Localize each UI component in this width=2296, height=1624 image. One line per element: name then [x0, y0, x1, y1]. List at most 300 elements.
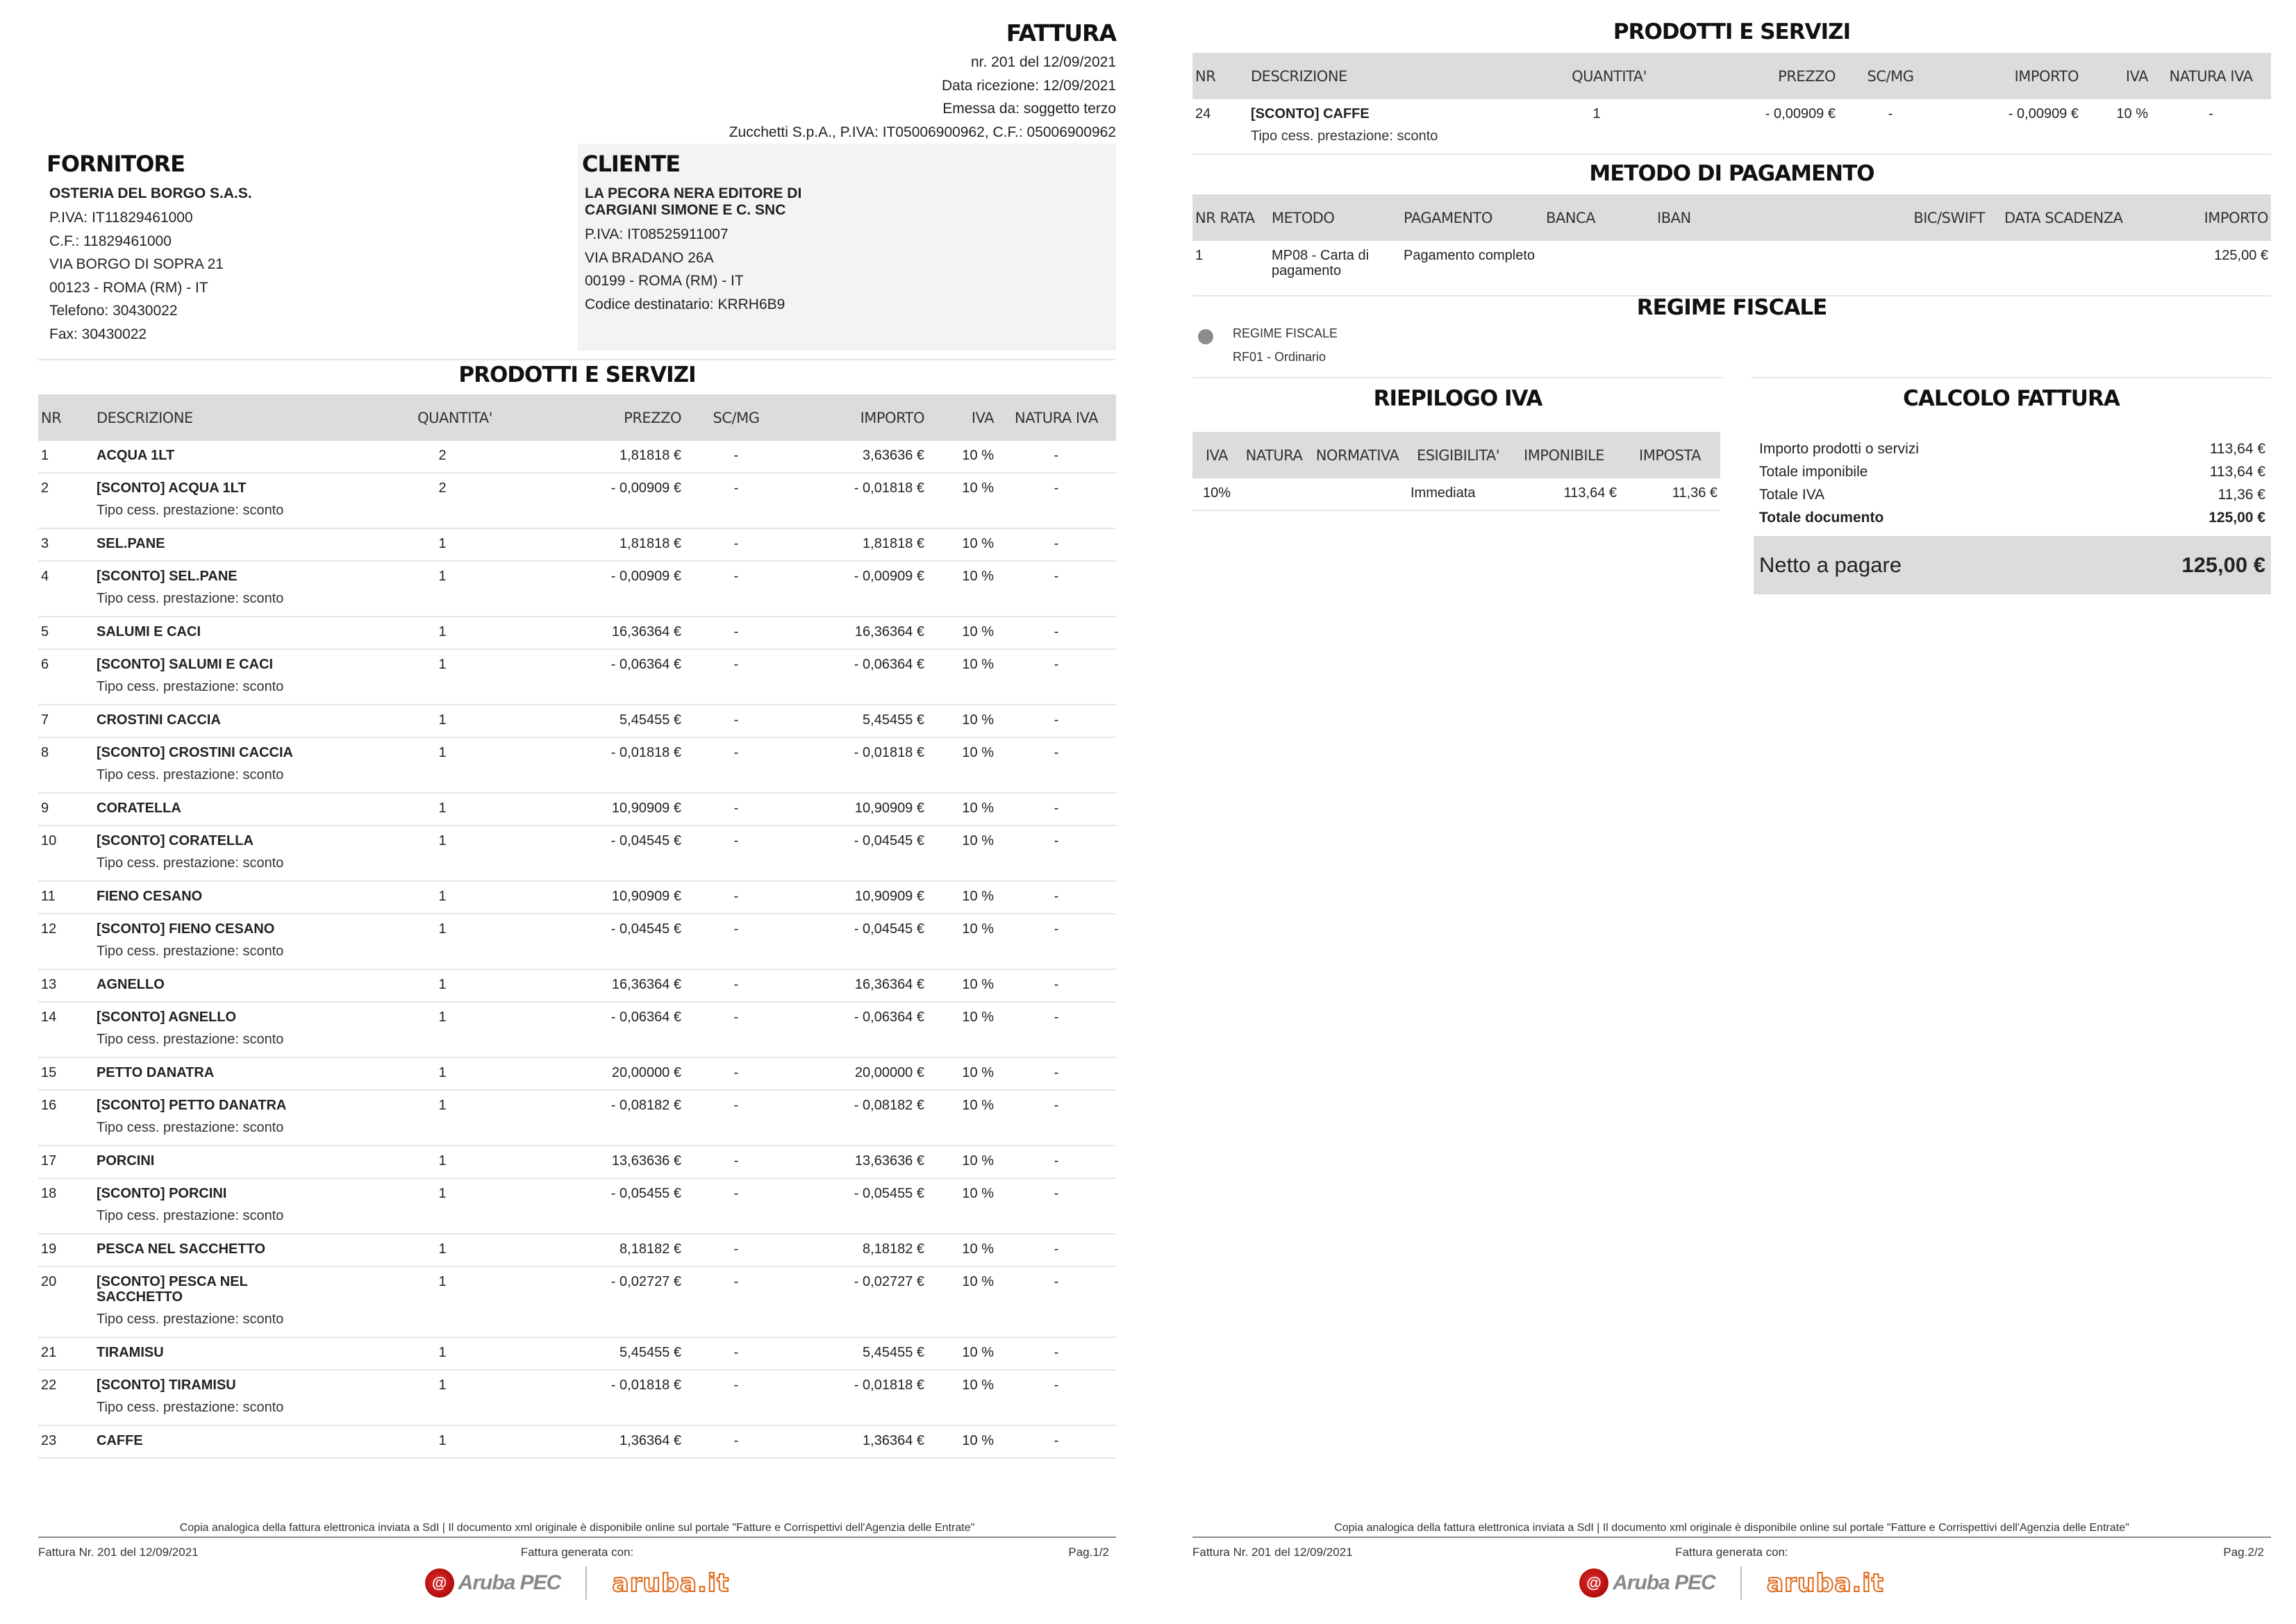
col-taxable: IMPONIBILE [1508, 432, 1620, 478]
table-row [38, 473, 1116, 528]
table-row [38, 617, 1116, 649]
row-quantity: 1 [351, 969, 559, 1002]
row-description [94, 1178, 351, 1234]
row-price: 20,00000 € [559, 1057, 684, 1090]
table-row [38, 737, 1116, 793]
footer-invoice-ref: Fattura Nr. 201 del 12/09/2021 [38, 1546, 199, 1559]
net-payable [1754, 536, 2271, 594]
row-number: 23 [38, 1425, 94, 1458]
logo-separator [585, 1566, 587, 1600]
table-row [38, 914, 1116, 969]
row-description [94, 528, 351, 561]
row-vat-nature: - [997, 1337, 1116, 1370]
calc-row-total [1754, 506, 2271, 529]
row-description-text: [SCONTO] CROSTINI CACCIA [97, 745, 293, 760]
row-description [94, 617, 351, 649]
row-description [94, 1337, 351, 1370]
invoice-number: nr. 201 del 12/09/2021 [970, 54, 1116, 70]
col-price: PREZZO [559, 394, 684, 441]
row-vat-nature: - [997, 1178, 1116, 1234]
products-title-continued: PRODOTTI E SERVIZI [1613, 19, 1851, 44]
row-description-text: ACQUA 1LT [97, 448, 175, 463]
row-supply-type: Tipo cess. prestazione: sconto [97, 679, 284, 694]
row-price: - 0,01818 € [559, 737, 684, 793]
issued-by: Emessa da: soggetto terzo [942, 101, 1116, 117]
row-description [94, 881, 351, 914]
row-vat: 10 % [927, 1057, 997, 1090]
aruba-pec-text: Aruba PEC [458, 1571, 561, 1594]
row-discount: - [684, 1266, 788, 1337]
calc-label: Totale IVA [1759, 487, 1825, 503]
row-vat-nature: - [997, 969, 1116, 1002]
table-row [38, 1090, 1116, 1146]
row-number: 7 [38, 705, 94, 737]
row-number: 21 [38, 1337, 94, 1370]
row-description [94, 561, 351, 617]
supplier-address: VIA BORGO DI SOPRA 21 [49, 256, 224, 272]
col-description: DESCRIZIONE [94, 394, 351, 441]
row-amount: - 0,00909 € [788, 561, 927, 617]
footer-rule [38, 1537, 1116, 1538]
row-quantity: 1 [351, 649, 559, 705]
table-row [38, 826, 1116, 881]
row-discount: - [684, 969, 788, 1002]
row-number: 13 [38, 969, 94, 1002]
row-quantity: 1 [351, 881, 559, 914]
col-chargeability: ESIGIBILITA' [1408, 432, 1508, 478]
supplier-tax-code: C.F.: 11829461000 [49, 233, 172, 249]
bic [1890, 241, 1988, 296]
row-quantity: 1 [351, 1146, 559, 1178]
row-discount: - [684, 1090, 788, 1146]
aruba-it-logo: aruba.it [1766, 1568, 1884, 1598]
table-row [38, 1370, 1116, 1425]
row-number: 22 [38, 1370, 94, 1425]
row-amount: - 0,01818 € [788, 1370, 927, 1425]
row-description-text: [SCONTO] AGNELLO [97, 1010, 237, 1025]
table-row [38, 1234, 1116, 1266]
row-discount: - [684, 914, 788, 969]
row-discount: - [684, 649, 788, 705]
row-vat: 10 % [927, 969, 997, 1002]
row-vat-nature: - [997, 737, 1116, 793]
row-number: 14 [38, 1002, 94, 1057]
row-number: 4 [38, 561, 94, 617]
iban [1654, 241, 1890, 296]
row-price: - 0,04545 € [559, 826, 684, 881]
row-quantity: 1 [351, 617, 559, 649]
row-quantity: 1 [351, 1337, 559, 1370]
row-quantity: 1 [351, 1234, 559, 1266]
row-vat: 10 % [927, 1002, 997, 1057]
col-amount: IMPORTO [788, 394, 927, 441]
due-date [1988, 241, 2168, 296]
row-amount: - 0,05455 € [788, 1178, 927, 1234]
row-description [94, 473, 351, 528]
vat-regulation [1307, 478, 1408, 510]
row-description [94, 969, 351, 1002]
col-vat: IVA [1192, 432, 1241, 478]
row-price: 10,90909 € [559, 881, 684, 914]
col-method: METODO [1269, 194, 1401, 241]
row-vat: 10 % [927, 649, 997, 705]
vat-rate: 10% [1192, 478, 1241, 510]
aruba-pec-rose-icon: @ [425, 1568, 454, 1598]
col-payment: PAGAMENTO [1401, 194, 1543, 241]
row-discount: - [684, 826, 788, 881]
customer-name: LA PECORA NERA EDITORE DI CARGIANI SIMONE E C. SNC [585, 185, 802, 218]
col-amount: IMPORTO [1943, 53, 2081, 99]
table-header-row [1192, 194, 2271, 241]
footer-logos [38, 1562, 1116, 1604]
calc-row-vat [1754, 483, 2271, 506]
row-number: 17 [38, 1146, 94, 1178]
footer-note: Copia analogica della fattura elettronica inviata a SdI | Il documento xml originale è disponibile online sul portale "Fatture e Corrispettivi dell'Agenzia delle Entrate" [179, 1522, 975, 1534]
calc-label: Importo prodotti o servizi [1759, 441, 1919, 457]
row-discount: - [684, 1002, 788, 1057]
aruba-it-logo: aruba.it [612, 1568, 730, 1598]
vat-summary-table [1192, 432, 1720, 511]
products-table-continued [1192, 53, 2271, 155]
document-header [729, 19, 1116, 144]
row-vat-nature: - [2151, 99, 2271, 154]
row-discount: - [684, 1057, 788, 1090]
row-amount: 8,18182 € [788, 1234, 927, 1266]
row-quantity: 1 [351, 528, 559, 561]
row-description-text: CROSTINI CACCIA [97, 712, 221, 728]
row-price: - 0,01818 € [559, 1370, 684, 1425]
net-payable-label: Netto a pagare [1759, 553, 1902, 577]
calc-value: 125,00 € [2208, 510, 2265, 526]
row-amount: 1,81818 € [788, 528, 927, 561]
row-vat-nature: - [997, 914, 1116, 969]
row-number: 16 [38, 1090, 94, 1146]
calc-row-taxable [1754, 460, 2271, 483]
row-vat-nature: - [997, 1057, 1116, 1090]
row-description-text: [SCONTO] PETTO DANATRA [97, 1098, 287, 1113]
col-vat-nature: NATURA IVA [2151, 53, 2271, 99]
row-vat-nature: - [997, 649, 1116, 705]
row-vat: 10 % [927, 561, 997, 617]
row-price: - 0,05455 € [559, 1178, 684, 1234]
row-price: - 0,04545 € [559, 914, 684, 969]
bullet-icon [1198, 329, 1213, 344]
row-discount: - [684, 1370, 788, 1425]
row-discount: - [684, 617, 788, 649]
row-price: - 0,00909 € [559, 473, 684, 528]
row-vat-nature: - [997, 1234, 1116, 1266]
row-number: 19 [38, 1234, 94, 1266]
col-payment-amount: IMPORTO [2168, 194, 2271, 241]
footer-generated-with: Fattura generata con: [1675, 1546, 1788, 1559]
row-supply-type: Tipo cess. prestazione: sconto [97, 1208, 284, 1223]
row-description [94, 705, 351, 737]
supplier-phone: Telefono: 30430022 [49, 303, 178, 319]
row-discount: - [684, 881, 788, 914]
row-price: - 0,06364 € [559, 649, 684, 705]
row-number: 15 [38, 1057, 94, 1090]
divider [1752, 377, 2271, 378]
col-vat-nature: NATURA IVA [997, 394, 1116, 441]
row-amount: 1,36364 € [788, 1425, 927, 1458]
row-supply-type: Tipo cess. prestazione: sconto [97, 944, 284, 959]
row-amount: - 0,02727 € [788, 1266, 927, 1337]
col-iban: IBAN [1654, 194, 1890, 241]
table-header-row [1192, 53, 2271, 99]
row-description [94, 1234, 351, 1266]
row-quantity: 2 [351, 441, 559, 473]
row-vat: 10 % [927, 617, 997, 649]
customer-address: VIA BRADANO 26A [585, 249, 714, 266]
table-row [38, 1002, 1116, 1057]
invoice-page-1 [38, 0, 1116, 1624]
row-discount: - [1838, 99, 1943, 154]
row-description [1248, 99, 1505, 154]
row-discount: - [684, 441, 788, 473]
col-bank: BANCA [1543, 194, 1654, 241]
row-quantity: 1 [351, 1002, 559, 1057]
row-discount: - [684, 528, 788, 561]
row-vat: 10 % [927, 1370, 997, 1425]
row-supply-type: Tipo cess. prestazione: sconto [97, 1032, 284, 1047]
row-quantity: 1 [351, 826, 559, 881]
row-quantity: 1 [1505, 99, 1713, 154]
table-row [38, 1178, 1116, 1234]
regime-title: REGIME FISCALE [1636, 295, 1827, 320]
row-vat-nature: - [997, 1146, 1116, 1178]
row-discount: - [684, 1234, 788, 1266]
table-row [38, 969, 1116, 1002]
regime-label: REGIME FISCALE [1233, 326, 1338, 340]
row-description-text: [SCONTO] FIENO CESANO [97, 921, 275, 937]
row-amount: 16,36364 € [788, 969, 927, 1002]
row-description-text: CAFFE [97, 1433, 143, 1448]
row-vat-nature: - [997, 528, 1116, 561]
row-quantity: 1 [351, 561, 559, 617]
row-price: 1,36364 € [559, 1425, 684, 1458]
table-header-row [38, 394, 1116, 441]
row-vat: 10 % [927, 1178, 997, 1234]
row-price: 1,81818 € [559, 441, 684, 473]
footer-logos [1192, 1562, 2271, 1604]
row-description-text: FIENO CESANO [97, 889, 203, 904]
row-quantity: 1 [351, 705, 559, 737]
row-vat-nature: - [997, 473, 1116, 528]
row-amount: - 0,01818 € [788, 473, 927, 528]
row-quantity: 1 [351, 914, 559, 969]
row-vat: 10 % [2081, 99, 2151, 154]
col-discount: SC/MG [684, 394, 788, 441]
row-description [94, 914, 351, 969]
customer-block [578, 144, 1116, 351]
row-description [94, 1266, 351, 1337]
row-supply-type: Tipo cess. prestazione: sconto [97, 1400, 284, 1415]
vat-taxable: 113,64 € [1508, 478, 1620, 510]
net-payable-value: 125,00 € [2181, 553, 2265, 577]
col-nr: NR [1192, 53, 1248, 99]
row-price: - 0,00909 € [559, 561, 684, 617]
row-amount: - 0,06364 € [788, 649, 927, 705]
row-supply-type: Tipo cess. prestazione: sconto [1251, 128, 1438, 144]
row-vat-nature: - [997, 1370, 1116, 1425]
col-regulation: NORMATIVA [1307, 432, 1408, 478]
row-number: 11 [38, 881, 94, 914]
supplier-title: FORNITORE [47, 151, 185, 177]
row-quantity: 1 [351, 1057, 559, 1090]
row-number: 3 [38, 528, 94, 561]
divider [38, 359, 1116, 360]
calc-value: 113,64 € [2209, 441, 2265, 457]
row-vat-nature: - [997, 1090, 1116, 1146]
products-table [38, 394, 1116, 1459]
table-row [38, 649, 1116, 705]
row-number: 5 [38, 617, 94, 649]
table-row [1192, 241, 2271, 296]
row-price: 10,90909 € [559, 793, 684, 826]
col-nature: NATURA [1241, 432, 1307, 478]
row-discount: - [684, 793, 788, 826]
row-quantity: 1 [351, 1425, 559, 1458]
row-vat: 10 % [927, 705, 997, 737]
supplier-fax: Fax: 30430022 [49, 326, 147, 342]
customer-city: 00199 - ROMA (RM) - IT [585, 273, 744, 289]
row-number: 9 [38, 793, 94, 826]
row-description-text: SEL.PANE [97, 536, 165, 551]
aruba-pec-logo [425, 1568, 561, 1598]
row-vat: 10 % [927, 1266, 997, 1337]
vat-tax: 11,36 € [1620, 478, 1720, 510]
row-amount: - 0,04545 € [788, 826, 927, 881]
supplier-block [38, 144, 567, 351]
row-discount: - [684, 1337, 788, 1370]
invoice-page-2 [1192, 0, 2271, 1624]
row-amount: 5,45455 € [788, 705, 927, 737]
row-description [94, 1090, 351, 1146]
calc-value: 11,36 € [2218, 487, 2265, 503]
table-row [38, 705, 1116, 737]
col-vat: IVA [927, 394, 997, 441]
footer-note: Copia analogica della fattura elettronica inviata a SdI | Il documento xml originale è disponibile online sul portale "Fatture e Corrispettivi dell'Agenzia delle Entrate" [1334, 1522, 2129, 1534]
row-price: 8,18182 € [559, 1234, 684, 1266]
row-description-text: SALUMI E CACI [97, 624, 201, 639]
row-number: 24 [1192, 99, 1248, 154]
row-vat: 10 % [927, 1337, 997, 1370]
row-price: 16,36364 € [559, 617, 684, 649]
col-nr: NR [38, 394, 94, 441]
row-description [94, 737, 351, 793]
row-vat: 10 % [927, 737, 997, 793]
row-description [94, 1057, 351, 1090]
row-quantity: 1 [351, 1178, 559, 1234]
regime-value: RF01 - Ordinario [1233, 350, 1326, 364]
customer-recipient-code: Codice destinatario: KRRH6B9 [585, 296, 785, 312]
row-number: 10 [38, 826, 94, 881]
row-description-text: [SCONTO] SEL.PANE [97, 569, 238, 584]
row-description [94, 649, 351, 705]
invoice-calc [1754, 437, 2271, 529]
table-row [38, 1337, 1116, 1370]
payment-method: MP08 - Carta di pagamento [1269, 241, 1401, 296]
row-quantity: 1 [351, 1090, 559, 1146]
footer-rule [1192, 1537, 2271, 1538]
payment-type: Pagamento completo [1401, 241, 1543, 296]
row-description-text: [SCONTO] PESCA NEL SACCHETTO [97, 1274, 248, 1305]
row-discount: - [684, 473, 788, 528]
payment-title: METODO DI PAGAMENTO [1589, 161, 1874, 186]
row-amount: 16,36364 € [788, 617, 927, 649]
col-discount: SC/MG [1838, 53, 1943, 99]
row-price: 5,45455 € [559, 1337, 684, 1370]
row-vat: 10 % [927, 914, 997, 969]
customer-title: CLIENTE [582, 151, 681, 177]
col-bic: BIC/SWIFT [1890, 194, 1988, 241]
row-vat: 10 % [927, 1234, 997, 1266]
row-vat-nature: - [997, 826, 1116, 881]
row-number: 1 [38, 441, 94, 473]
row-description-text: PETTO DANATRA [97, 1065, 215, 1080]
vat-chargeability: Immediata [1408, 478, 1508, 510]
row-vat: 10 % [927, 441, 997, 473]
issuer-info: Zucchetti S.p.A., P.IVA: IT05006900962, C.F.: 05006900962 [729, 124, 1116, 140]
row-supply-type: Tipo cess. prestazione: sconto [97, 855, 284, 871]
products-title: PRODOTTI E SERVIZI [458, 362, 696, 387]
row-discount: - [684, 705, 788, 737]
calc-label: Totale documento [1759, 510, 1884, 526]
row-amount: 10,90909 € [788, 793, 927, 826]
row-description [94, 1146, 351, 1178]
row-quantity: 1 [351, 1370, 559, 1425]
row-supply-type: Tipo cess. prestazione: sconto [97, 591, 284, 606]
divider [1192, 377, 1723, 378]
row-supply-type: Tipo cess. prestazione: sconto [97, 767, 284, 782]
supplier-city: 00123 - ROMA (RM) - IT [49, 279, 208, 296]
calc-value: 113,64 € [2209, 464, 2265, 480]
row-description [94, 1370, 351, 1425]
row-amount: - 0,04545 € [788, 914, 927, 969]
row-vat: 10 % [927, 473, 997, 528]
row-amount: 10,90909 € [788, 881, 927, 914]
row-vat: 10 % [927, 826, 997, 881]
aruba-pec-rose-icon: @ [1579, 1568, 1608, 1598]
row-vat-nature: - [997, 561, 1116, 617]
row-vat: 10 % [927, 1146, 997, 1178]
row-quantity: 1 [351, 737, 559, 793]
table-row [38, 881, 1116, 914]
row-quantity: 2 [351, 473, 559, 528]
row-supply-type: Tipo cess. prestazione: sconto [97, 503, 284, 518]
row-description [94, 826, 351, 881]
table-row [38, 1057, 1116, 1090]
row-price: - 0,08182 € [559, 1090, 684, 1146]
col-quantity: QUANTITA' [351, 394, 559, 441]
col-installment: NR RATA [1192, 194, 1269, 241]
row-amount: 13,63636 € [788, 1146, 927, 1178]
row-description-text: AGNELLO [97, 977, 165, 992]
row-description [94, 1425, 351, 1458]
row-number: 12 [38, 914, 94, 969]
installment-number: 1 [1192, 241, 1269, 296]
col-tax: IMPOSTA [1620, 432, 1720, 478]
row-discount: - [684, 737, 788, 793]
row-vat-nature: - [997, 1266, 1116, 1337]
invoice-calc-title: CALCOLO FATTURA [1903, 386, 2120, 411]
row-vat-nature: - [997, 881, 1116, 914]
row-amount: - 0,06364 € [788, 1002, 927, 1057]
row-amount: - 0,01818 € [788, 737, 927, 793]
row-discount: - [684, 1146, 788, 1178]
col-quantity: QUANTITA' [1505, 53, 1713, 99]
table-row [1192, 99, 2271, 154]
